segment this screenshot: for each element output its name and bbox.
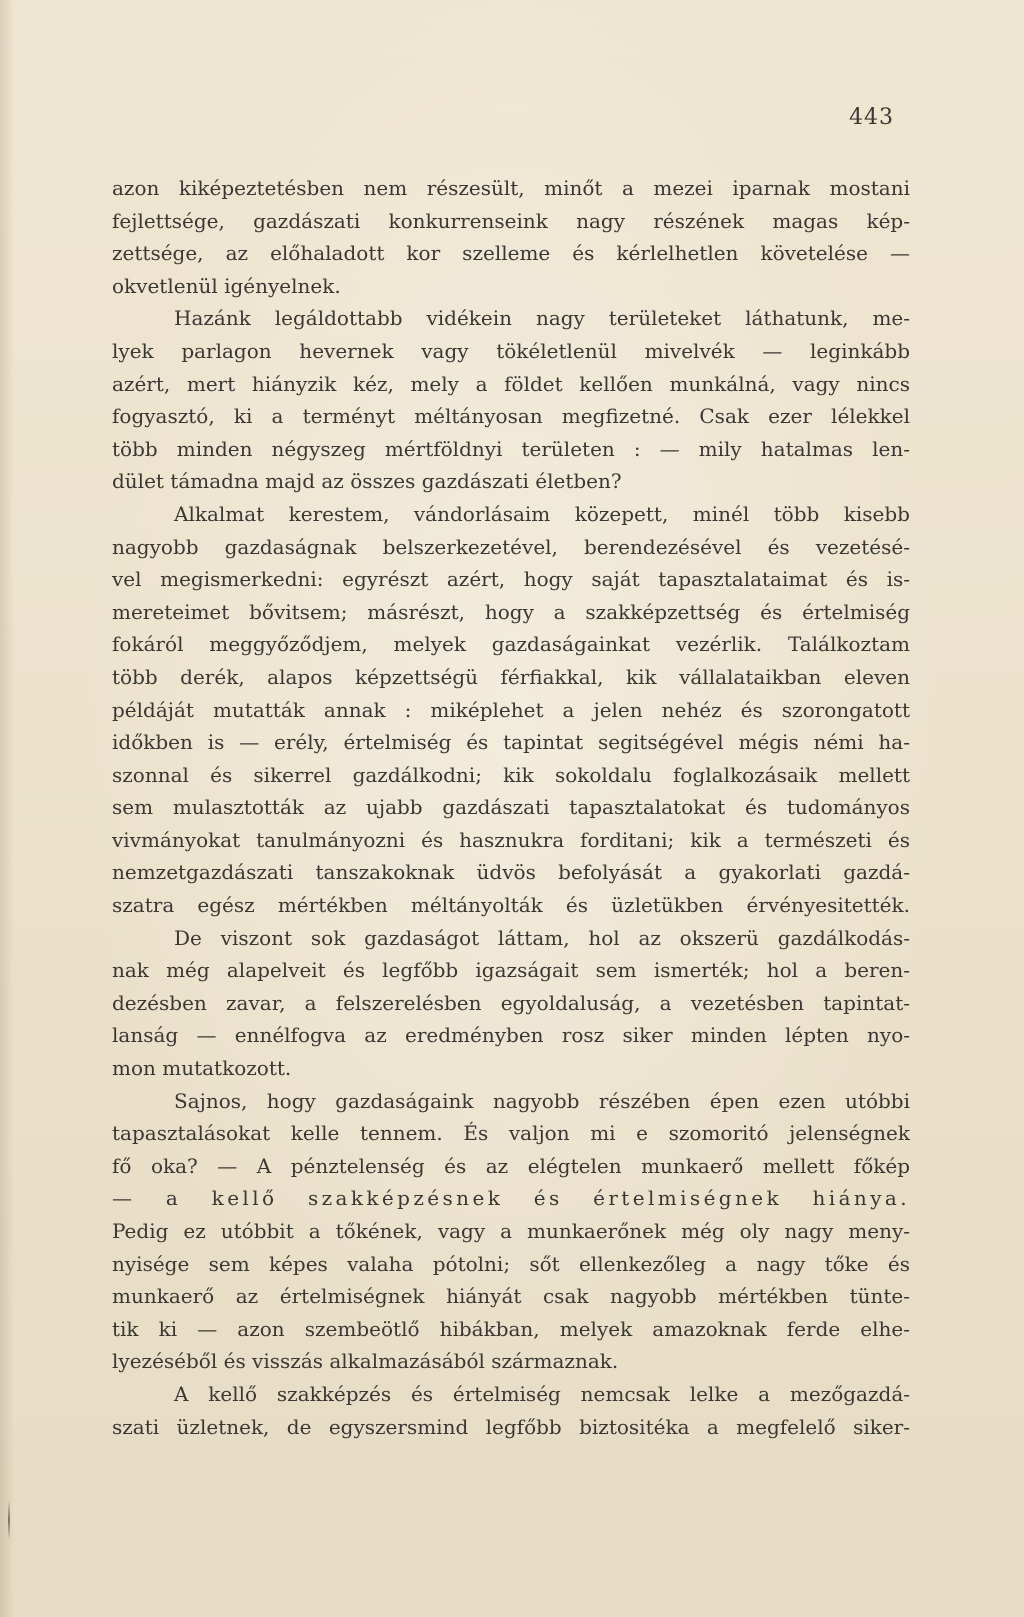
text-line: lyezéséből és visszás alkalmazásából származnak. — [112, 1349, 619, 1374]
text-line: több minden négyszeg mértföldnyi területen : — mily hatalmas len- — [112, 436, 910, 461]
paragraph-start-line: De viszont sok gazdaságot láttam, hol az okszerü gazdálkodás- — [174, 925, 910, 950]
page-number: 443 — [849, 105, 894, 130]
text-line: okvetlenül igényelnek. — [112, 273, 341, 298]
text-line: azon kiképeztetésben nem részesült, minőt a mezei iparnak mostani — [112, 176, 910, 200]
text-line: mon mutatkozott. — [112, 1056, 292, 1081]
text-line: sem mulasztották az ujabb gazdászati tapasztalatokat és tudományos — [112, 795, 910, 820]
text-line: nyisége sem képes valaha pótolni; sőt ellenkezőleg a nagy tőke és — [112, 1251, 910, 1276]
paragraph-start-line: A kellő szakképzés és értelmiség nemcsak lelke a mezőgazdá- — [174, 1381, 910, 1406]
text-line: időkben is — erély, értelmiség és tapintat segitségével mégis némi ha- — [112, 730, 910, 755]
paragraph-start-line: Hazánk legáldottabb vidékein nagy területeket láthatunk, me- — [174, 306, 910, 331]
text-line: fokáról meggyőződjem, melyek gazdaságainkat vezérlik. Találkoztam — [112, 632, 910, 657]
text-line: lanság — ennélfogva az eredményben rosz siker minden lépten nyo- — [112, 1023, 910, 1048]
page-edge-mark — [8, 1500, 10, 1540]
text-line: dület támadna majd az összes gazdászati életben? — [112, 469, 622, 494]
text-line: mereteimet bővitsem; másrészt, hogy a szakképzettség és értelmiség — [112, 599, 910, 624]
text-line: nagyobb gazdaságnak belszerkezetével, berendezésével és vezetésé- — [112, 534, 910, 559]
text-line: azért, mert hiányzik kéz, mely a földet kellően munkálná, vagy nincs — [112, 371, 910, 396]
text-line: szonnal és sikerrel gazdálkodni; kik sokoldalu foglalkozásaik mellett — [112, 762, 910, 787]
text-line: nemzetgazdászati tanszakoknak üdvös befolyását a gyakorlati gazdá- — [112, 860, 910, 885]
text-line: munkaerő az értelmiségnek hiányát csak nagyobb mértékben tünte- — [112, 1284, 910, 1309]
text-line: nak még alapelveit és legfőbb igazságait sem ismerték; hol a beren- — [112, 958, 910, 983]
text-line: zettsége, az előhaladott kor szelleme és kérlelhetlen követelése — — [112, 241, 910, 266]
body-text — [112, 172, 910, 1443]
paragraph-start-line: Sajnos, hogy gazdaságaink nagyobb részében épen ezen utóbbi — [174, 1088, 910, 1113]
text-line: vivmányokat tanulmányozni és hasznukra forditani; kik a természeti és — [112, 827, 910, 852]
text-line: fő oka? — A pénztelenség és az elégtelen munkaerő mellett főkép — [112, 1153, 910, 1178]
emphasized-spaced-line: — a kellő szakképzésnek és értelmiségnek hiánya. — [112, 1186, 910, 1211]
text-line: szatra egész mértékben méltányolták és üzletükben érvényesitették. — [112, 893, 910, 918]
paragraph-start-line: Alkalmat kerestem, vándorlásaim közepett, minél több kisebb — [174, 501, 910, 526]
text-line: lyek parlagon hevernek vagy tökéletlenül mivelvék — leginkább — [112, 338, 910, 363]
text-line: vel megismerkedni: egyrészt azért, hogy saját tapasztalataimat és is- — [112, 567, 910, 592]
text-line: szati üzletnek, de egyszersmind legfőbb biztositéka a megfelelő siker- — [112, 1414, 910, 1439]
text-line: Pedig ez utóbbit a tőkének, vagy a munkaerőnek még oly nagy meny- — [112, 1219, 910, 1243]
text-line: fogyasztó, ki a terményt méltányosan megfizetné. Csak ezer lélekkel — [112, 404, 910, 429]
text-line: fejlettsége, gazdászati konkurrenseink nagy részének magas kép- — [112, 208, 910, 233]
text-line: több derék, alapos képzettségü férfiakkal, kik vállalataikban eleven — [112, 664, 910, 689]
text-line: dezésben zavar, a felszerelésben egyoldaluság, a vezetésben tapintat- — [112, 990, 910, 1015]
text-line: tik ki — azon szembeötlő hibákban, melyek amazoknak ferde elhe- — [112, 1316, 910, 1341]
text-line: példáját mutatták annak : miképlehet a jelen nehéz és szorongatott — [112, 697, 910, 722]
spine-shadow — [0, 0, 14, 1617]
text-line: tapasztalásokat kelle tennem. És valjon mi e szomoritó jelenségnek — [112, 1121, 910, 1146]
